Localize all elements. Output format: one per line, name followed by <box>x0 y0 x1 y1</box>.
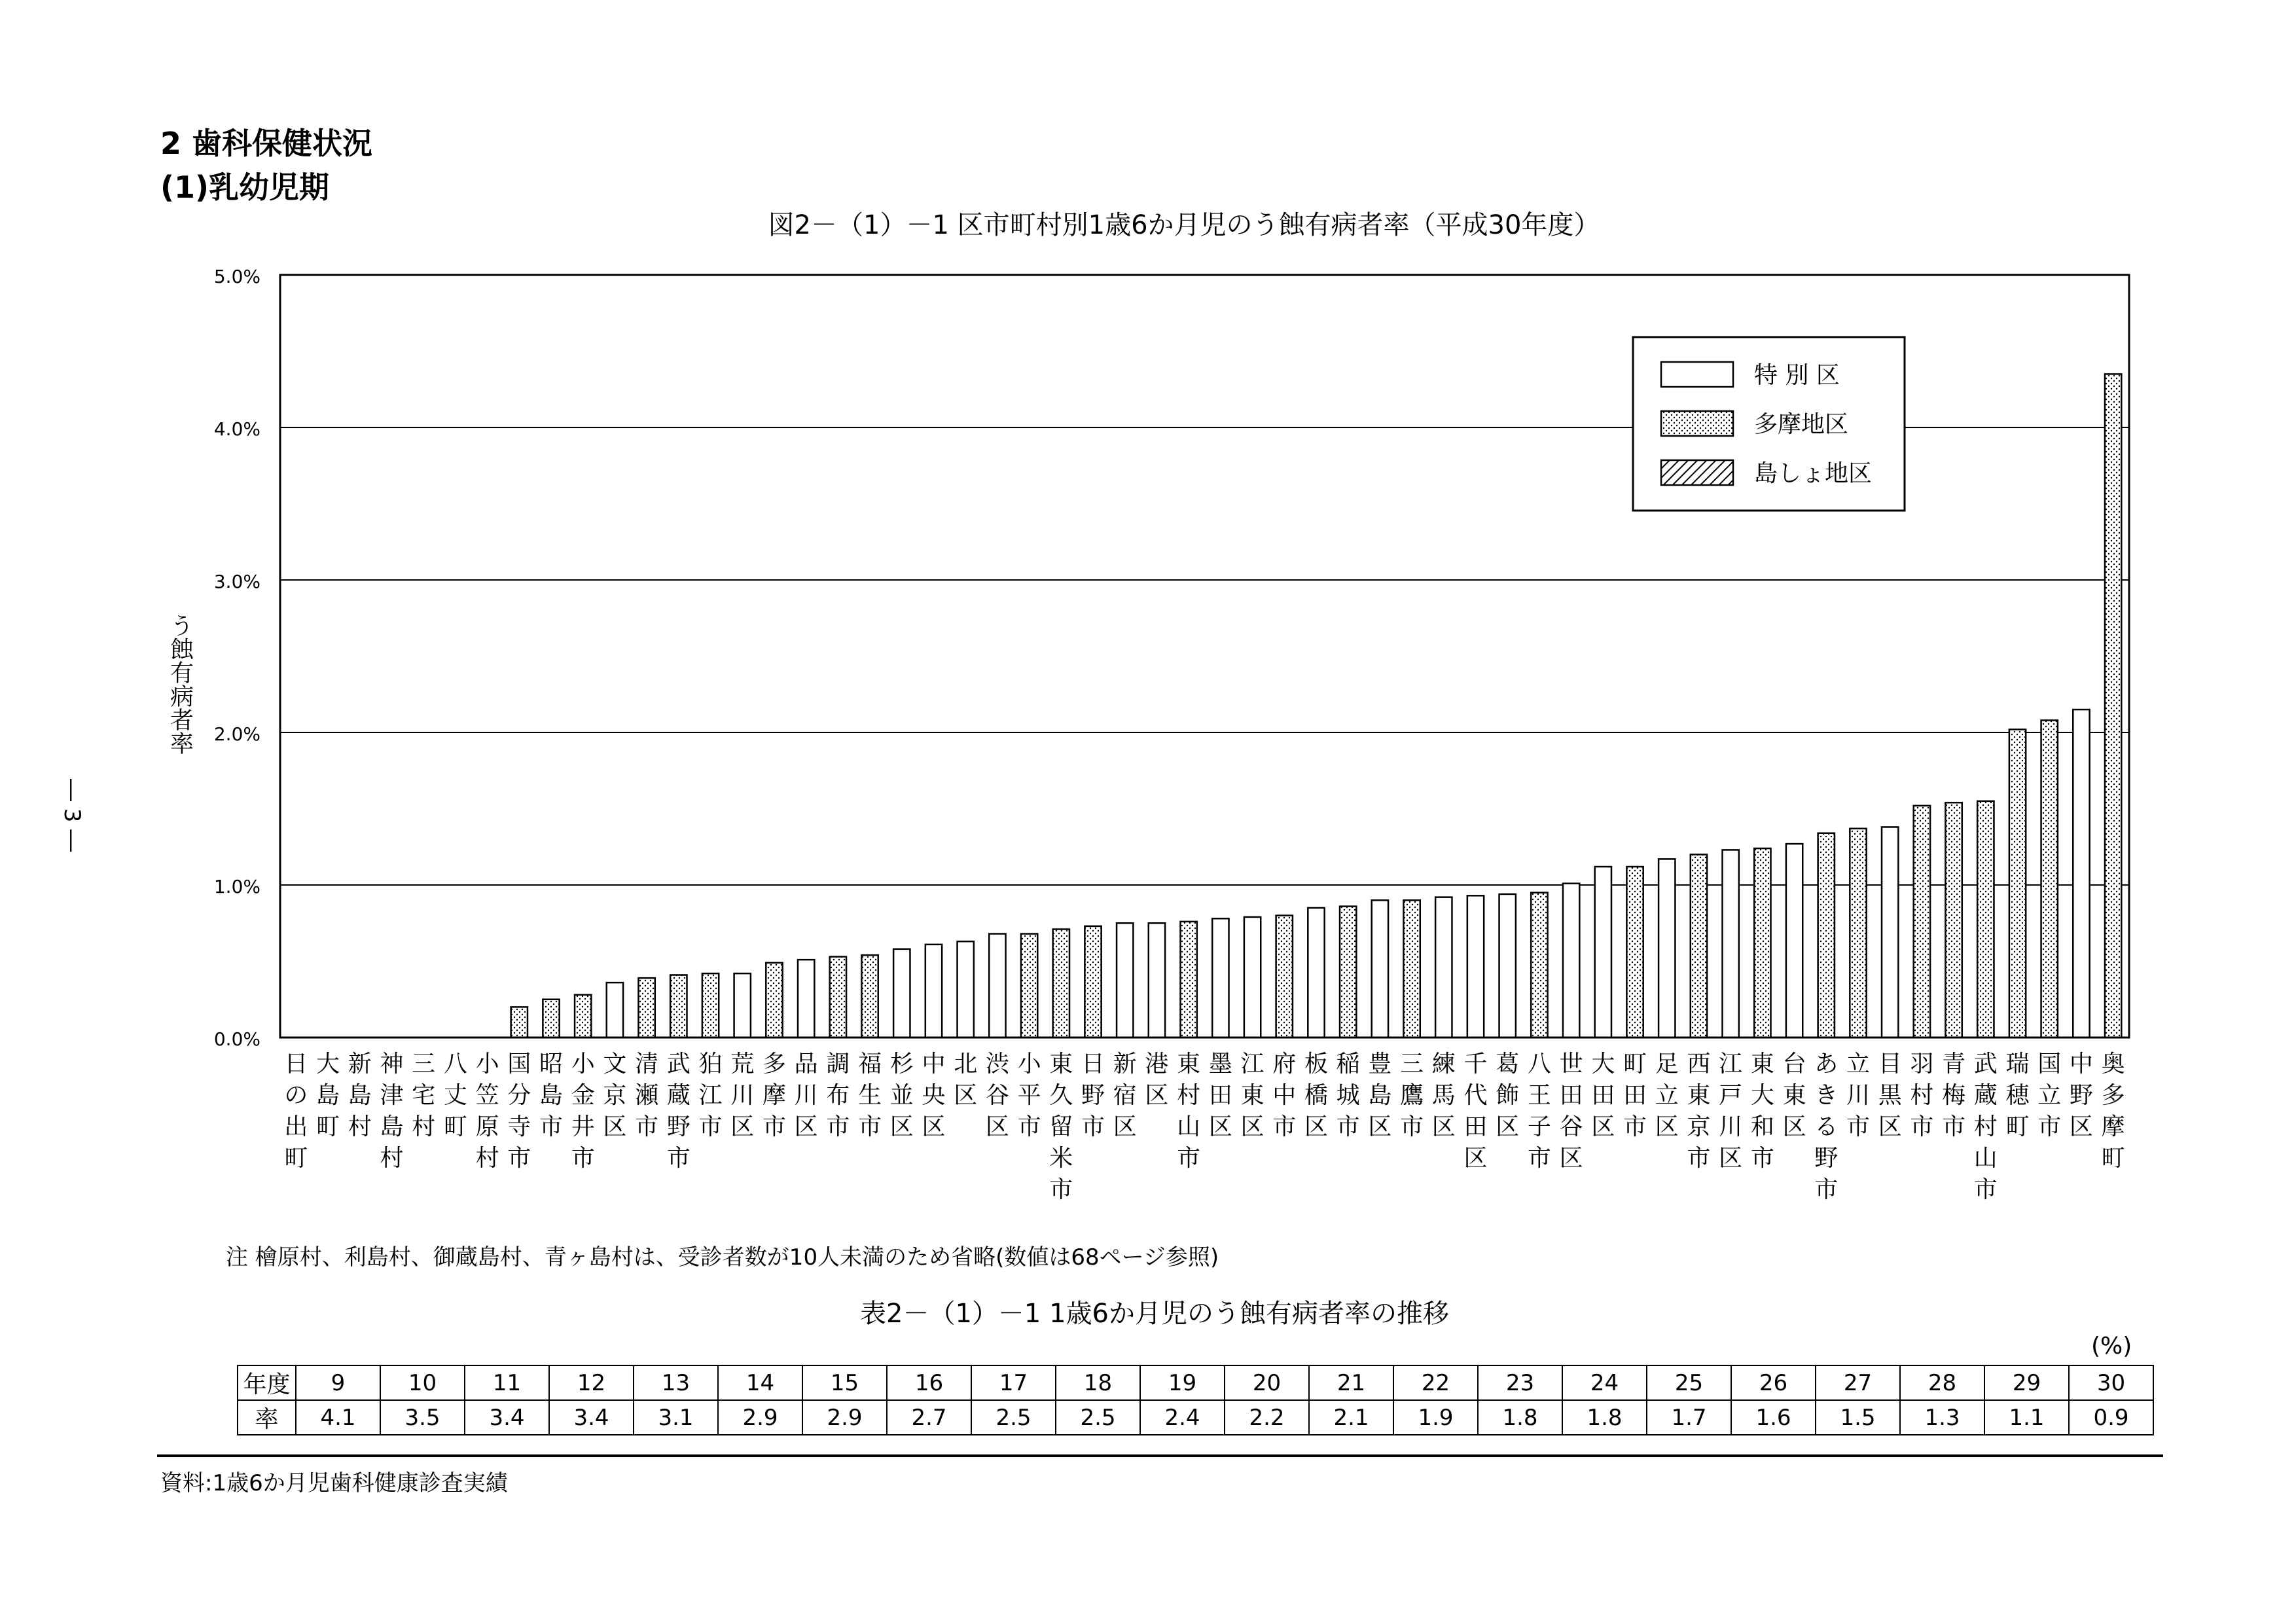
trend-year-cell: 9 <box>296 1365 380 1400</box>
x-tick-label: 福生市 <box>858 1051 882 1140</box>
trend-rate-cell: 1.5 <box>1816 1400 1900 1435</box>
x-tick-label: 三宅村 <box>412 1051 436 1140</box>
trend-table <box>237 1365 2154 1435</box>
trend-rate-cell: 3.4 <box>549 1400 634 1435</box>
trend-rate-cell: 2.4 <box>1140 1400 1225 1435</box>
y-tick-label: 4.0% <box>213 418 260 440</box>
bar <box>1691 854 1707 1038</box>
x-tick-label: 八丈町 <box>443 1051 467 1140</box>
x-tick-label: 文京区 <box>603 1051 627 1140</box>
bar <box>1626 867 1643 1038</box>
trend-rate-cell: 2.7 <box>887 1400 971 1435</box>
trend-year-cell: 14 <box>718 1365 802 1400</box>
x-tick-label: 港区 <box>1145 1051 1169 1109</box>
bar <box>1435 897 1452 1038</box>
x-tick-label: 清瀬市 <box>635 1051 659 1140</box>
bar <box>2073 710 2089 1038</box>
trend-rate-cell: 1.9 <box>1393 1400 1478 1435</box>
trend-year-row <box>238 1365 2153 1400</box>
bar <box>1467 895 1484 1038</box>
x-tick-label: 千代田区 <box>1463 1051 1488 1172</box>
trend-rate-cell: 2.5 <box>1056 1400 1140 1435</box>
trend-year-cell: 30 <box>2069 1365 2153 1400</box>
bar <box>543 1000 559 1038</box>
bar <box>638 978 655 1038</box>
trend-rate-cell: 2.1 <box>1309 1400 1393 1435</box>
x-tick-label: 羽村市 <box>1910 1051 1934 1140</box>
footer-rule <box>157 1454 2163 1457</box>
y-tick-label: 3.0% <box>213 571 260 592</box>
bar <box>1340 907 1356 1038</box>
trend-rate-cell: 1.8 <box>1562 1400 1647 1435</box>
x-tick-label: 江東区 <box>1240 1051 1265 1140</box>
trend-year-cell: 22 <box>1393 1365 1478 1400</box>
x-tick-label: 台東区 <box>1782 1051 1806 1140</box>
trend-year-cell: 23 <box>1478 1365 1562 1400</box>
x-tick-label: 府中市 <box>1272 1051 1297 1140</box>
x-tick-label: 昭島市 <box>539 1051 564 1140</box>
bar <box>1977 801 1994 1038</box>
bar <box>1244 917 1261 1038</box>
x-tick-label: 日野市 <box>1081 1051 1105 1140</box>
x-tick-label: 三鷹市 <box>1400 1051 1424 1140</box>
table-title: 表2－（1）－1 1歳6か月児のう蝕有病者率の推移 <box>860 1299 1449 1329</box>
bar <box>511 1007 528 1038</box>
x-tick-label: 中野区 <box>2069 1051 2093 1140</box>
legend-label-tama: 多摩地区 <box>1754 411 1849 438</box>
bar <box>1372 900 1388 1038</box>
bar <box>925 945 942 1038</box>
x-tick-label: 奥多摩町 <box>2101 1051 2125 1172</box>
bar <box>1149 923 1165 1038</box>
x-tick-label: 青梅市 <box>1942 1051 1966 1140</box>
bar <box>766 963 782 1038</box>
x-tick-label: 世田谷区 <box>1559 1051 1583 1172</box>
bar <box>575 995 591 1038</box>
bar <box>1945 803 1962 1038</box>
bar <box>1723 850 1739 1038</box>
bar <box>893 949 910 1038</box>
x-tick-label: 小笠原村 <box>475 1051 499 1172</box>
x-tick-label: 中央区 <box>922 1051 946 1140</box>
trend-rate-cell: 2.9 <box>802 1400 887 1435</box>
trend-rate-cell: 2.5 <box>971 1400 1056 1435</box>
bar <box>2105 374 2121 1038</box>
bar <box>2009 729 2026 1038</box>
x-tick-label: 江戸川区 <box>1719 1051 1743 1172</box>
trend-rate-cell: 3.1 <box>634 1400 718 1435</box>
trend-rate-cell: 1.3 <box>1900 1400 1984 1435</box>
x-tick-label: 豊島区 <box>1368 1051 1392 1140</box>
y-tick-label: 2.0% <box>213 723 260 745</box>
trend-rate-row <box>238 1400 2153 1435</box>
bar <box>798 960 814 1038</box>
x-tick-label: 練馬区 <box>1431 1051 1456 1140</box>
x-tick-label: 町田市 <box>1623 1051 1647 1140</box>
legend-swatch-tokubetsu <box>1661 362 1733 387</box>
bar <box>1563 884 1579 1038</box>
bar <box>1786 844 1803 1038</box>
x-tick-label: 多摩市 <box>762 1051 786 1140</box>
trend-rate-cell: 2.2 <box>1225 1400 1309 1435</box>
trend-year-cell: 10 <box>380 1365 465 1400</box>
x-tick-label: 荒川区 <box>730 1051 755 1140</box>
legend-swatch-tama <box>1661 411 1733 436</box>
trend-year-header: 年度 <box>238 1365 296 1400</box>
x-tick-label: 新島村 <box>348 1051 372 1140</box>
x-tick-label: 国立市 <box>2037 1051 2062 1140</box>
y-tick-label: 0.0% <box>213 1028 260 1050</box>
trend-year-cell: 13 <box>634 1365 718 1400</box>
x-tick-label: 国分寺市 <box>507 1051 531 1172</box>
y-axis-label: う蝕有病者率 <box>166 613 194 755</box>
x-tick-label: あきる野市 <box>1814 1051 1839 1203</box>
bar <box>1882 827 1898 1038</box>
chart-note: 注 檜原村、利島村、御蔵島村、青ヶ島村は、受診者数が10人未満のため省略(数値は68ページ参照) <box>226 1244 1219 1271</box>
y-tick-label: 1.0% <box>213 876 260 897</box>
x-tick-label: 八王子市 <box>1527 1051 1551 1172</box>
trend-year-cell: 19 <box>1140 1365 1225 1400</box>
trend-rate-cell: 3.4 <box>465 1400 549 1435</box>
x-tick-label: 新宿区 <box>1113 1051 1137 1140</box>
x-tick-label: 墨田区 <box>1208 1051 1232 1140</box>
bar <box>1021 934 1037 1038</box>
trend-rate-cell: 0.9 <box>2069 1400 2153 1435</box>
trend-rate-cell: 1.6 <box>1731 1400 1816 1435</box>
trend-year-cell: 16 <box>887 1365 971 1400</box>
bar <box>1850 829 1866 1038</box>
x-tick-label: 渋谷区 <box>985 1051 1009 1140</box>
trend-rate-cell: 3.5 <box>380 1400 465 1435</box>
x-tick-label: 小金井市 <box>571 1051 595 1172</box>
section-title: 2 歯科保健状況 <box>160 126 373 161</box>
x-tick-label: 調布市 <box>826 1051 850 1140</box>
bar <box>989 934 1005 1038</box>
x-tick-label: 稲城市 <box>1336 1051 1360 1140</box>
x-tick-labels <box>284 1051 2125 1203</box>
x-tick-label: 東大和市 <box>1750 1051 1774 1172</box>
trend-year-cell: 21 <box>1309 1365 1393 1400</box>
trend-year-cell: 26 <box>1731 1365 1816 1400</box>
bar <box>1212 918 1229 1038</box>
bar <box>1276 916 1293 1038</box>
bar <box>1914 806 1930 1038</box>
bar <box>670 975 687 1038</box>
trend-year-cell: 24 <box>1562 1365 1647 1400</box>
trend-year-cell: 18 <box>1056 1365 1140 1400</box>
legend-label-tosho: 島しょ地区 <box>1754 460 1873 487</box>
x-tick-label: 武蔵野市 <box>666 1051 691 1172</box>
bar <box>607 983 623 1038</box>
legend-label-tokubetsu: 特 別 区 <box>1754 362 1840 389</box>
y-tick-label: 5.0% <box>213 266 260 287</box>
bar <box>734 973 751 1038</box>
bar <box>1085 926 1101 1038</box>
x-tick-label: 大田区 <box>1591 1051 1615 1140</box>
trend-rate-cell: 1.1 <box>1984 1400 2069 1435</box>
legend <box>1633 337 1905 511</box>
trend-year-cell: 17 <box>971 1365 1056 1400</box>
x-tick-label: 立川市 <box>1846 1051 1870 1140</box>
legend-swatch-tosho <box>1661 460 1733 485</box>
x-tick-label: 葛飾区 <box>1496 1051 1520 1140</box>
x-tick-label: 足立区 <box>1655 1051 1679 1140</box>
side-page-number: ― 3 ― <box>59 779 85 852</box>
bar <box>830 957 846 1038</box>
trend-year-cell: 12 <box>549 1365 634 1400</box>
x-tick-label: 目黒区 <box>1878 1051 1902 1140</box>
bar <box>1117 923 1133 1038</box>
bar <box>958 941 974 1038</box>
subsection-title: (1)乳幼児期 <box>160 170 330 205</box>
bar <box>1818 833 1835 1038</box>
x-tick-label: 大島町 <box>316 1051 340 1140</box>
trend-rate-cell: 1.8 <box>1478 1400 1562 1435</box>
bar <box>1053 929 1069 1038</box>
x-tick-label: 東久留米市 <box>1049 1051 1073 1203</box>
x-tick-label: 神津島村 <box>380 1051 404 1172</box>
x-tick-label: 西東京市 <box>1687 1051 1711 1172</box>
bar <box>1595 867 1611 1038</box>
table-unit: (%) <box>2091 1333 2132 1360</box>
trend-rate-cell: 2.9 <box>718 1400 802 1435</box>
x-tick-label: 杉並区 <box>889 1051 914 1140</box>
y-tick-labels <box>214 266 260 1050</box>
x-tick-label: 品川区 <box>794 1051 818 1140</box>
x-tick-label: 瑞穂町 <box>2005 1051 2030 1140</box>
trend-year-cell: 27 <box>1816 1365 1900 1400</box>
trend-rate-cell: 4.1 <box>296 1400 380 1435</box>
x-tick-label: 武蔵村山市 <box>1973 1051 1998 1203</box>
trend-year-cell: 25 <box>1647 1365 1731 1400</box>
bar <box>1659 859 1675 1038</box>
x-tick-label: 北区 <box>954 1051 978 1109</box>
x-tick-label: 日の出町 <box>284 1051 308 1172</box>
trend-year-cell: 20 <box>1225 1365 1309 1400</box>
trend-year-cell: 28 <box>1900 1365 1984 1400</box>
bar <box>1403 900 1420 1038</box>
source-note: 資料:1歳6か月児歯科健康診査実績 <box>160 1470 508 1496</box>
bar <box>1754 848 1770 1038</box>
trend-rate-header: 率 <box>238 1400 296 1435</box>
bar <box>1499 894 1516 1038</box>
bar <box>2041 720 2058 1038</box>
trend-rate-cell: 1.7 <box>1647 1400 1731 1435</box>
bar <box>702 973 719 1038</box>
trend-year-cell: 15 <box>802 1365 887 1400</box>
trend-year-cell: 11 <box>465 1365 549 1400</box>
chart-title: 図2－（1）－1 区市町村別1歳6か月児のう蝕有病者率（平成30年度） <box>768 210 1600 240</box>
trend-year-cell: 29 <box>1984 1365 2069 1400</box>
x-tick-label: 板橋区 <box>1304 1051 1328 1140</box>
x-tick-label: 小平市 <box>1017 1051 1041 1140</box>
bar <box>1531 893 1547 1038</box>
x-tick-label: 狛江市 <box>698 1051 723 1140</box>
bar <box>1180 922 1196 1038</box>
bar <box>1308 908 1324 1038</box>
x-tick-label: 東村山市 <box>1177 1051 1201 1172</box>
bar <box>861 955 878 1038</box>
